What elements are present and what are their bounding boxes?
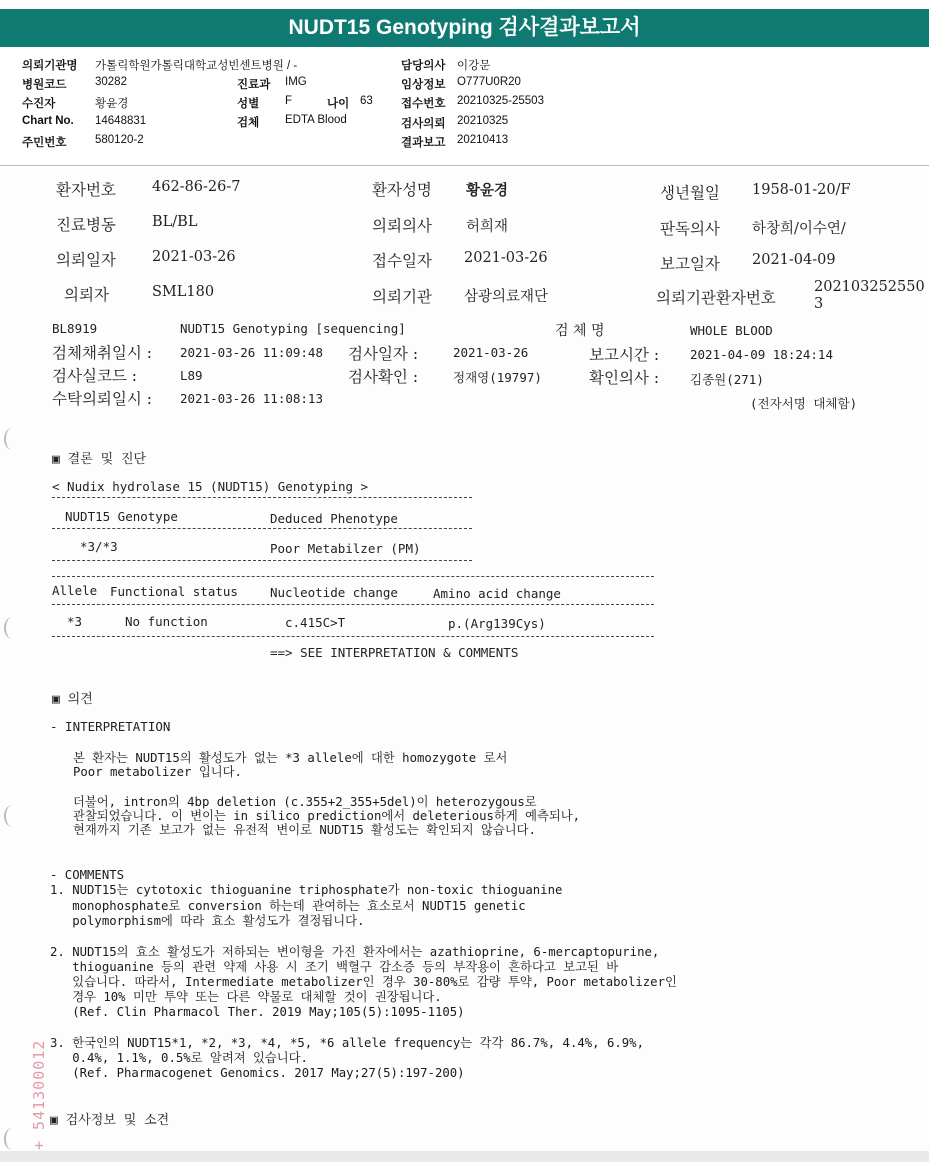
punch-hole-mark [4,805,20,827]
resident-no: 580120-2 [95,134,144,146]
divider [52,497,472,498]
consign-time: 2021-03-26 11:08:13 [180,391,323,406]
interp-line: 본 환자는 NUDT15의 활성도가 없는 *3 allele에 대한 homozygote 로서 [73,751,508,765]
comment-line: 있습니다. 따라서, Intermediate metabolizer인 경우 30-80%로 감량 투약, Poor metabolizer인 [50,975,677,989]
clinical-no: O777U0R20 [457,76,521,88]
label-confirm: 검사확인 : [348,368,419,386]
collect-time: 2021-03-26 11:09:48 [180,345,323,360]
label-rep-date: 보고일자 [660,255,720,273]
dept: IMG [285,76,307,88]
bottom-edge [0,1151,929,1162]
col-amino-acid-change: Amino acid change [433,586,561,601]
rep-date: 2021-04-09 [752,252,836,268]
col-nucleotide-change: Nucleotide change [270,585,398,600]
col-allele: Allele [52,583,98,598]
chart-label: Chart No. [22,115,74,127]
receipt-no: 20210325-25503 [457,95,544,107]
label-collect: 검체채취일시 : [52,344,152,362]
request-date: 20210325 [457,115,509,127]
clinical-no-label: 임상정보 [401,79,446,91]
confirm-doctor: 김종원(271) [690,372,764,387]
ward: BL/BL [152,214,198,230]
label-requester: 의뢰자 [64,286,109,304]
report-time: 2021-04-09 18:24:14 [690,347,833,362]
divider [52,528,472,529]
phenotype-value: Poor Metabilzer (PM) [270,541,421,556]
report-date: 20210413 [457,134,509,146]
test-name: NUDT15 Genotyping [sequencing] [180,321,406,336]
recv-date: 2021-03-26 [464,250,548,266]
inst-patient-no: 202103252550 [814,279,925,295]
interp-line: 더불어, intron의 4bp deletion (c.355+2_355+5del)이 heterozygous로 [73,795,537,809]
label-lab-code: 검사실코드 : [52,367,138,385]
hospital-code-label: 병원코드 [22,79,67,91]
comment-line: polymorphism에 따라 효소 활성도가 결정됩니다. [50,914,365,928]
label-specimen: 검 체 명 [555,323,605,339]
comment-line: 2. NUDT15의 효소 활성도가 저하되는 변이형을 가진 환자에서는 azathioprine, 6-mercaptopurine, [50,945,660,959]
comment-line: monophosphate로 conversion 하는데 관여하는 효소로서 NUDT15 genetic [50,899,526,913]
genotype-value: *3/*3 [80,539,118,554]
label-inst-patient-no: 의뢰기관환자번호 [656,289,776,307]
label-req-inst: 의뢰기관 [372,288,432,306]
label-patient-name: 환자성명 [372,181,432,199]
dept-label: 진료과 [237,79,271,91]
comment-line: 0.4%, 1.1%, 0.5%로 알려져 있습니다. [50,1051,308,1065]
confirm-person: 정재영(19797) [453,370,542,385]
interp-line: 관찰되었습니다. 이 변이는 in silico prediction에서 deleterious하게 예측되나, [73,809,581,823]
sex: F [285,95,293,107]
comments-title: - COMMENTS [50,868,125,882]
functional-status-value: No function [125,614,208,629]
req-date: 2021-03-26 [152,249,236,265]
patient: 황윤경 [95,98,129,110]
lab-code: L89 [180,368,203,383]
divider [52,560,472,561]
document-stamp: + 541300012 [30,1039,48,1150]
comment-line: (Ref. Pharmacogenet Genomics. 2017 May;27(5):197-200) [50,1066,465,1080]
test-info-opinion-title: ▣ 검사정보 및 소견 [50,1113,170,1128]
results-subtitle: < Nudix hydrolase 15 (NUDT15) Genotyping > [52,479,369,494]
specimen-name: WHOLE BLOOD [690,323,773,338]
chart-no: 14648831 [95,115,147,127]
reader: 하창희/이수연/ [752,221,846,237]
label-recv-date: 접수일자 [372,252,432,270]
comment-line: 1. NUDT15는 cytotoxic thioguanine triphosphate가 non-toxic thioguanine [50,883,563,897]
resident-label: 주민번호 [22,137,67,149]
report-label: 결과보고 [401,137,446,149]
label-ward: 진료병동 [56,216,116,234]
genotype-header: NUDT15 Genotype [65,509,178,524]
label-test-date: 검사일자 : [348,345,419,363]
comment-line: 경우 10% 미만 투약 또는 다른 약물로 대체할 것이 권장됩니다. [50,990,442,1004]
patient-label: 수진자 [22,98,56,110]
results-title: ▣ 결론 및 진단 [52,452,147,467]
institution-label: 의뢰기관명 [22,60,78,72]
comment-line: thioguanine 등의 관련 약제 사용 시 조기 백혈구 감소증 등의 부작용이 흔하다고 보고된 바 [50,960,619,974]
see-interpretation: ==> SEE INTERPRETATION & COMMENTS [270,645,519,660]
age: 63 [360,95,373,107]
birth-date: 1958-01-20/F [752,182,851,198]
hospital-code: 30282 [95,76,127,88]
doctor-label: 담당의사 [401,60,446,72]
amino-acid-change-value: p.(Arg139Cys) [448,616,546,631]
label-report-time: 보고시간 : [589,346,660,364]
punch-hole-mark [4,1128,20,1150]
request-label: 검사의뢰 [401,118,446,130]
specimen: EDTA Blood [285,114,347,126]
requester: SML180 [152,284,215,300]
patient-name: 황윤경 [466,182,509,199]
punch-hole-mark [4,428,20,450]
divider [52,636,654,637]
age-label: 나이 [327,98,350,110]
punch-hole-mark [4,617,20,639]
interp-line: 현재까지 기존 보고가 없는 유전적 변이로 NUDT15 활성도는 확인되지 않습니다. [73,823,536,837]
req-doctor: 허희재 [466,219,509,235]
allele-value: *3 [67,614,83,629]
test-date: 2021-03-26 [453,345,529,360]
comment-line: 3. 한국인의 NUDT15*1, *2, *3, *4, *5, *6 allele frequency는 각각 86.7%, 4.4%, 6.9%, [50,1036,644,1050]
interpretation-title: - INTERPRETATION [50,719,171,734]
inst-patient-no-cont: 3 [814,296,824,312]
doctor: 이강문 [457,60,491,72]
opinion-title: ▣ 의견 [52,692,93,707]
label-birth: 생년월일 [660,184,720,202]
label-reader: 판독의사 [660,220,720,238]
patient-no: 462-86-26-7 [152,179,241,195]
specimen-label: 검체 [237,117,260,129]
report-title: NUDT15 Genotyping 검사결과보고서 [0,9,929,47]
esign-note: (전자서명 대체함) [750,396,858,411]
nucleotide-change-value: c.415C>T [285,615,346,630]
req-inst: 삼광의료재단 [464,289,549,305]
divider [52,604,654,605]
sex-label: 성별 [237,98,260,110]
institution: 가톨릭학원가톨릭대학교성빈센트병원 / - [95,60,298,72]
label-req-date: 의뢰일자 [56,251,116,269]
comment-line: (Ref. Clin Pharmacol Ther. 2019 May;105(5):1095-1105) [50,1005,465,1019]
test-code: BL8919 [52,321,98,336]
interp-line: Poor metabolizer 입니다. [73,765,242,779]
col-functional-status: Functional status [110,584,238,599]
phenotype-header: Deduced Phenotype [270,511,398,526]
label-consign: 수탁의뢰일시 : [52,390,152,408]
receipt-label: 접수번호 [401,98,446,110]
label-req-doctor: 의뢰의사 [372,217,432,235]
divider [52,576,654,577]
label-patient-no: 환자번호 [56,181,116,199]
label-confirm-doc: 확인의사 : [589,369,660,387]
